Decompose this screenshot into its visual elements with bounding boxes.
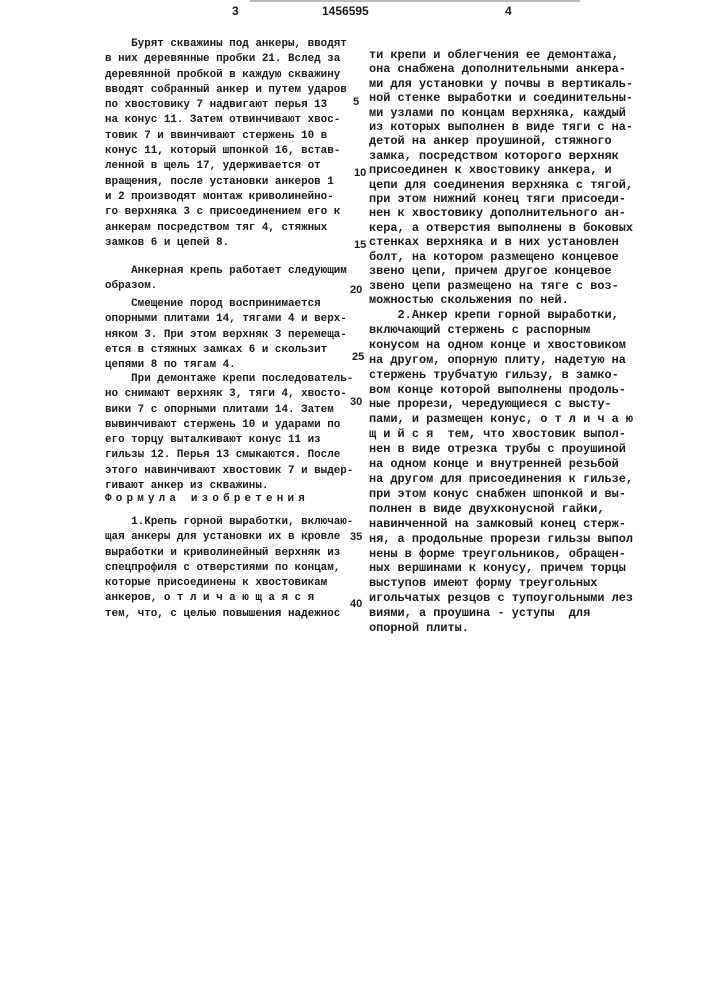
text-line: выработки и криволинейный верхняк из xyxy=(105,546,353,561)
text-line: включающий стержень с распорным xyxy=(369,323,633,338)
text-line: вращения, после установки анкеров 1 xyxy=(105,175,347,190)
text-line: на конус 11. Затем отвинчивают хвос- xyxy=(105,113,347,128)
text-line: болт, на котором размещено концевое xyxy=(369,250,633,264)
text-line: из которых выполнен в виде тяги с на- xyxy=(369,120,633,134)
text-line: на другом для присоединения к гильзе, xyxy=(369,472,633,487)
text-line: нен в виде отрезка трубы с проушиной xyxy=(369,442,633,457)
text-line: при этом конус снабжен шпонкой и вы- xyxy=(369,487,633,502)
text-line: стенках верхняка и в них установлен xyxy=(369,235,633,249)
text-line: опорной плиты. xyxy=(369,621,633,636)
text-line: можностью скольжения по ней. xyxy=(369,293,633,307)
text-line: 2.Анкер крепи горной выработки, xyxy=(369,308,633,323)
left-paragraph-dismantling xyxy=(105,372,353,494)
text-line: его торцу выталкивают конус 11 из xyxy=(105,433,353,448)
text-line: цепи для соединения верхняка с тягой, xyxy=(369,178,633,192)
text-line: при этом нижний конец тяги присоеди- xyxy=(369,192,633,206)
text-line: анкеров, о т л и ч а ю щ а я с я xyxy=(105,591,353,606)
text-line: детой на анкер проушиной, стяжного xyxy=(369,134,633,148)
text-line: Смещение пород воспринимается xyxy=(105,297,347,312)
text-line: конусом на одном конце и хвостовиком xyxy=(369,338,633,353)
text-line: конус 11, который шпонкой 16, встав- xyxy=(105,144,347,159)
text-line: вом конце которой выполнены продоль- xyxy=(369,383,633,398)
text-line: Бурят скважины под анкеры, вводят xyxy=(105,37,347,52)
text-line: ных вершинами к конусу, причем торцы xyxy=(369,561,633,576)
left-paragraph-displacement xyxy=(105,297,347,373)
text-line: кера, а отверстия выполнены в боковых xyxy=(369,221,633,235)
claim-1 xyxy=(105,515,353,622)
line-number: 15 xyxy=(354,239,366,251)
text-line: нен к хвостовику дополнительного ан- xyxy=(369,206,633,220)
text-line: ной стенке выработки и соединительны- xyxy=(369,91,633,105)
left-paragraph-installation xyxy=(105,37,347,251)
text-line: щая анкеры для установки их в кровле xyxy=(105,530,353,545)
line-number: 20 xyxy=(350,284,362,296)
text-line: спецпрофиля с отверстиями по концам, xyxy=(105,561,353,576)
line-number: 25 xyxy=(352,351,364,363)
text-line: ти крепи и облегчения ее демонтажа, xyxy=(369,48,633,62)
section-title-claims: Формула изобретения xyxy=(105,492,309,507)
text-line: ленной в щель 17, удерживается от xyxy=(105,159,347,174)
text-line: ные прорези, чередующиеся с высту- xyxy=(369,397,633,412)
text-line: стержень трубчатую гильзу, в замко- xyxy=(369,368,633,383)
text-line: При демонтаже крепи последователь- xyxy=(105,372,353,387)
left-paragraph-operation xyxy=(105,264,347,295)
text-line: щ и й с я тем, что хвостовик выпол- xyxy=(369,427,633,442)
text-line: деревянной пробкой в каждую скважину xyxy=(105,68,347,83)
text-line: на другом, опорную плиту, надетую на xyxy=(369,353,633,368)
text-line: этого навинчивают хвостовик 7 и выдер- xyxy=(105,464,353,479)
scan-edge-line xyxy=(250,0,580,2)
text-line: по хвостовику 7 надвигают перья 13 xyxy=(105,98,347,113)
text-line: ется в стяжных замках 6 и скользит xyxy=(105,343,347,358)
line-number: 5 xyxy=(353,96,359,108)
patent-number: 1456595 xyxy=(322,4,369,18)
text-line: товик 7 и ввинчивают стержень 10 в xyxy=(105,129,347,144)
text-line: навинченной на замковый конец стерж- xyxy=(369,517,633,532)
text-line: образом. xyxy=(105,279,347,294)
line-number: 40 xyxy=(350,598,362,610)
text-line: опорными плитами 14, тягами 4 и верх- xyxy=(105,312,347,327)
text-line: вики 7 с опорными плитами 14. Затем xyxy=(105,403,353,418)
text-line: виями, а проушина - уступы для xyxy=(369,606,633,621)
text-line: она снабжена дополнительными анкера- xyxy=(369,62,633,76)
text-line: ми узлами по концам верхняка, каждый xyxy=(369,106,633,120)
text-line: которые присоединены к хвостовикам xyxy=(105,576,353,591)
page-number-left: 3 xyxy=(232,4,239,18)
claim-2 xyxy=(369,308,633,636)
text-line: звено цепи, причем другое концевое xyxy=(369,264,633,278)
text-line: 1.Крепь горной выработки, включаю- xyxy=(105,515,353,530)
text-line: на одном конце и внутренней резьбой xyxy=(369,457,633,472)
text-line: нены в форме треугольников, обращен- xyxy=(369,547,633,562)
text-line: вывинчивают стержень 10 и ударами по xyxy=(105,418,353,433)
page-number-right: 4 xyxy=(505,4,512,18)
text-line: игольчатых резцов с тупоугольными лез xyxy=(369,591,633,606)
line-number: 30 xyxy=(350,396,362,408)
text-line: ня, а продольные прорези гильзы выпол xyxy=(369,532,633,547)
text-line: тем, что, с целью повышения надежнос xyxy=(105,607,353,622)
text-line: цепями 8 по тягам 4. xyxy=(105,358,347,373)
text-line: няком 3. При этом верхняк 3 перемеща- xyxy=(105,328,347,343)
text-line: пами, и размещен конус, о т л и ч а ю xyxy=(369,412,633,427)
text-line: го верхняка 3 с присоединением его к xyxy=(105,205,347,220)
text-line: присоединен к хвостовику анкера, и xyxy=(369,163,633,177)
text-line: выступов имеют форму треугольных xyxy=(369,576,633,591)
text-line: гивают анкер из скважины. xyxy=(105,479,353,494)
text-line: ми для установки у почвы в вертикаль- xyxy=(369,77,633,91)
text-line: замка, посредством которого верхняк xyxy=(369,149,633,163)
text-line: в них деревянные пробки 21. Вслед за xyxy=(105,52,347,67)
text-line: анкерам посредством тяг 4, стяжных xyxy=(105,221,347,236)
text-line: Анкерная крепь работает следующим xyxy=(105,264,347,279)
line-number: 10 xyxy=(354,167,366,179)
right-paragraph-claim1-cont xyxy=(369,48,633,307)
text-line: вводят собранный анкер и путем ударов xyxy=(105,83,347,98)
text-line: замков 6 и цепей 8. xyxy=(105,236,347,251)
line-number: 35 xyxy=(350,531,362,543)
text-line: но снимают верхняк 3, тяги 4, хвосто- xyxy=(105,387,353,402)
text-line: звено цепи размещено на тяге с воз- xyxy=(369,279,633,293)
text-line: полнен в виде двухконусной гайки, xyxy=(369,502,633,517)
text-line: и 2 производят монтаж криволинейно- xyxy=(105,190,347,205)
text-line: гильзы 12. Перья 13 смыкаются. После xyxy=(105,448,353,463)
